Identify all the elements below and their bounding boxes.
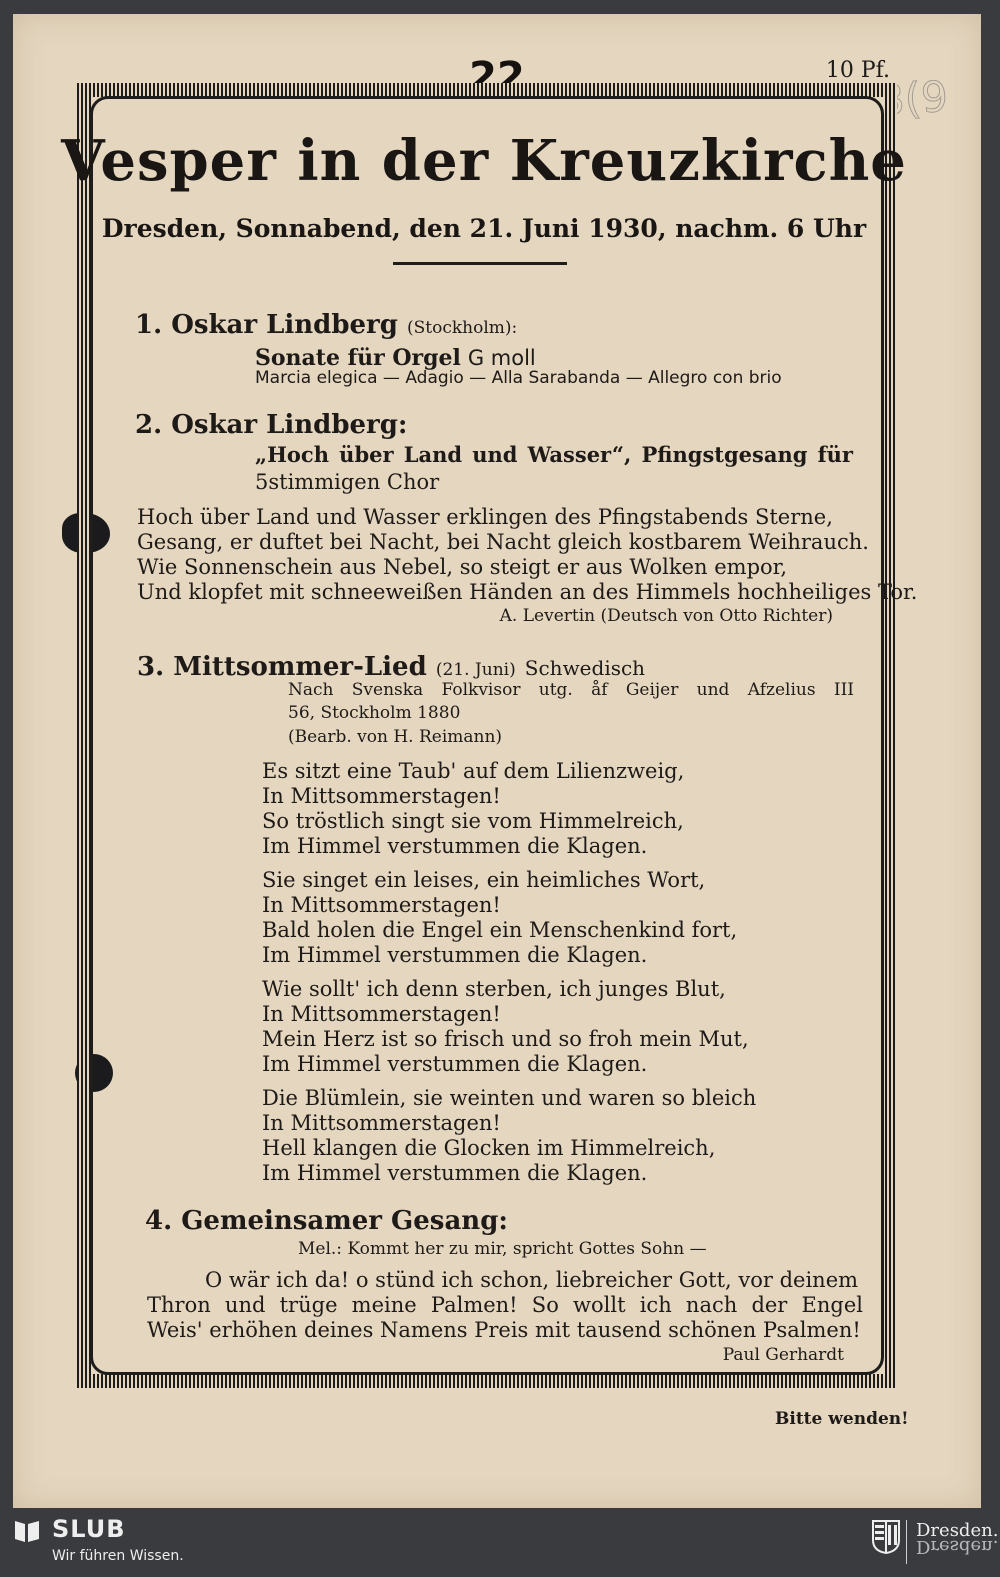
book-icon xyxy=(13,1518,41,1544)
item-2-attribution: A. Levertin (Deutsch von Otto Richter) xyxy=(499,606,833,626)
stanza-line: In Mittsommerstagen! xyxy=(262,1111,501,1135)
stanza-line: In Mittsommerstagen! xyxy=(262,1002,501,1026)
item-4-heading: 4. Gemeinsamer Gesang: xyxy=(145,1206,508,1236)
item-2-text-line: Und klopfet mit schneeweißen Händen an des Himmels hochheiliges Tor. xyxy=(137,580,918,604)
library-footer xyxy=(0,1508,1000,1577)
item-4-text-line: O wär ich da! o stünd ich schon, liebreicher Gott, vor deinem xyxy=(205,1268,859,1292)
stanza-line: So tröstlich singt sie vom Himmelreich, xyxy=(262,809,684,833)
stanza-line: In Mittsommerstagen! xyxy=(262,893,501,917)
stanza-line: Bald holen die Engel ein Menschenkind fort, xyxy=(262,918,738,942)
turn-page-note: Bitte wenden! xyxy=(775,1409,909,1429)
stanza-line: Mein Herz ist so frisch und so froh mein Mut, xyxy=(262,1027,749,1051)
item-3-source-line: Nach Svenska Folkvisor utg. åf Geijer und Afzelius III xyxy=(288,680,854,700)
item-2-text-line: Gesang, er duftet bei Nacht, bei Nacht gleich kostbarem Weihrauch. xyxy=(137,530,869,554)
stanza-line: Hell klangen die Glocken im Himmelreich, xyxy=(262,1136,716,1160)
item-3-arranger: (Bearb. von H. Reimann) xyxy=(288,727,503,747)
library-logo-text[interactable]: SLUB xyxy=(52,1515,126,1543)
stanza-line: Im Himmel verstummen die Klagen. xyxy=(262,1052,648,1076)
item-4-attribution: Paul Gerhardt xyxy=(722,1345,844,1365)
item-1-work: Sonate für Orgel G moll xyxy=(255,345,536,371)
stanza-line: Wie sollt' ich denn sterben, ich junges Blut, xyxy=(262,977,726,1001)
stanza-line: Im Himmel verstummen die Klagen. xyxy=(262,1161,648,1185)
item-1-movements: Marcia elegica — Adagio — Alla Sarabanda — Allegro con brio xyxy=(255,368,782,388)
pencil-note: 3(9 xyxy=(876,71,950,126)
item-4-melody: Mel.: Kommt her zu mir, spricht Gottes Sohn — xyxy=(298,1239,707,1259)
item-4-text-line: Thron und trüge meine Palmen! So wollt ich nach der Engel xyxy=(147,1293,863,1317)
item-2-work-line: „Hoch über Land und Wasser“, Pfingstgesang für xyxy=(255,442,853,467)
page-number: 22 xyxy=(469,54,525,100)
city-logo-reflection: Dresden. xyxy=(916,1536,999,1557)
stanza-line: Im Himmel verstummen die Klagen. xyxy=(262,834,648,858)
library-tagline: Wir führen Wissen. xyxy=(52,1548,184,1564)
stanza-line: Im Himmel verstummen die Klagen. xyxy=(262,943,648,967)
program-title: Vesper in der Kreuzkirche xyxy=(61,128,907,194)
stanza-line: Sie singet ein leises, ein heimliches Wort, xyxy=(262,868,706,892)
item-1-heading: 1. Oskar Lindberg (Stockholm): xyxy=(135,310,518,340)
item-3-source-line: 56, Stockholm 1880 xyxy=(288,703,461,723)
program-subtitle: Dresden, Sonnabend, den 21. Juni 1930, nachm. 6 Uhr xyxy=(101,214,867,243)
item-2-text-line: Hoch über Land und Wasser erklingen des Pfingstabends Sterne, xyxy=(137,505,833,529)
footer-divider xyxy=(906,1520,907,1564)
item-2-work-line: 5stimmigen Chor xyxy=(255,470,440,494)
city-logo-text[interactable]: Dresden. xyxy=(916,1520,999,1541)
stanza-line: Es sitzt eine Taub' auf dem Lilienzweig, xyxy=(262,759,685,783)
item-3-heading: 3. Mittsommer-Lied (21. Juni) Schwedisch xyxy=(137,652,646,682)
item-4-text-line: Weis' erhöhen deines Namens Preis mit tausend schönen Psalmen! xyxy=(147,1318,861,1342)
item-2-text-line: Wie Sonnenschein aus Nebel, so steigt er aus Wolken empor, xyxy=(137,555,788,579)
item-2-heading: 2. Oskar Lindberg: xyxy=(135,410,408,440)
stanza-line: In Mittsommerstagen! xyxy=(262,784,501,808)
city-crest-icon xyxy=(872,1520,900,1554)
title-divider xyxy=(393,262,567,265)
price-label: 10 Pf. xyxy=(820,58,896,87)
stanza-line: Die Blümlein, sie weinten und waren so bleich xyxy=(262,1086,757,1110)
